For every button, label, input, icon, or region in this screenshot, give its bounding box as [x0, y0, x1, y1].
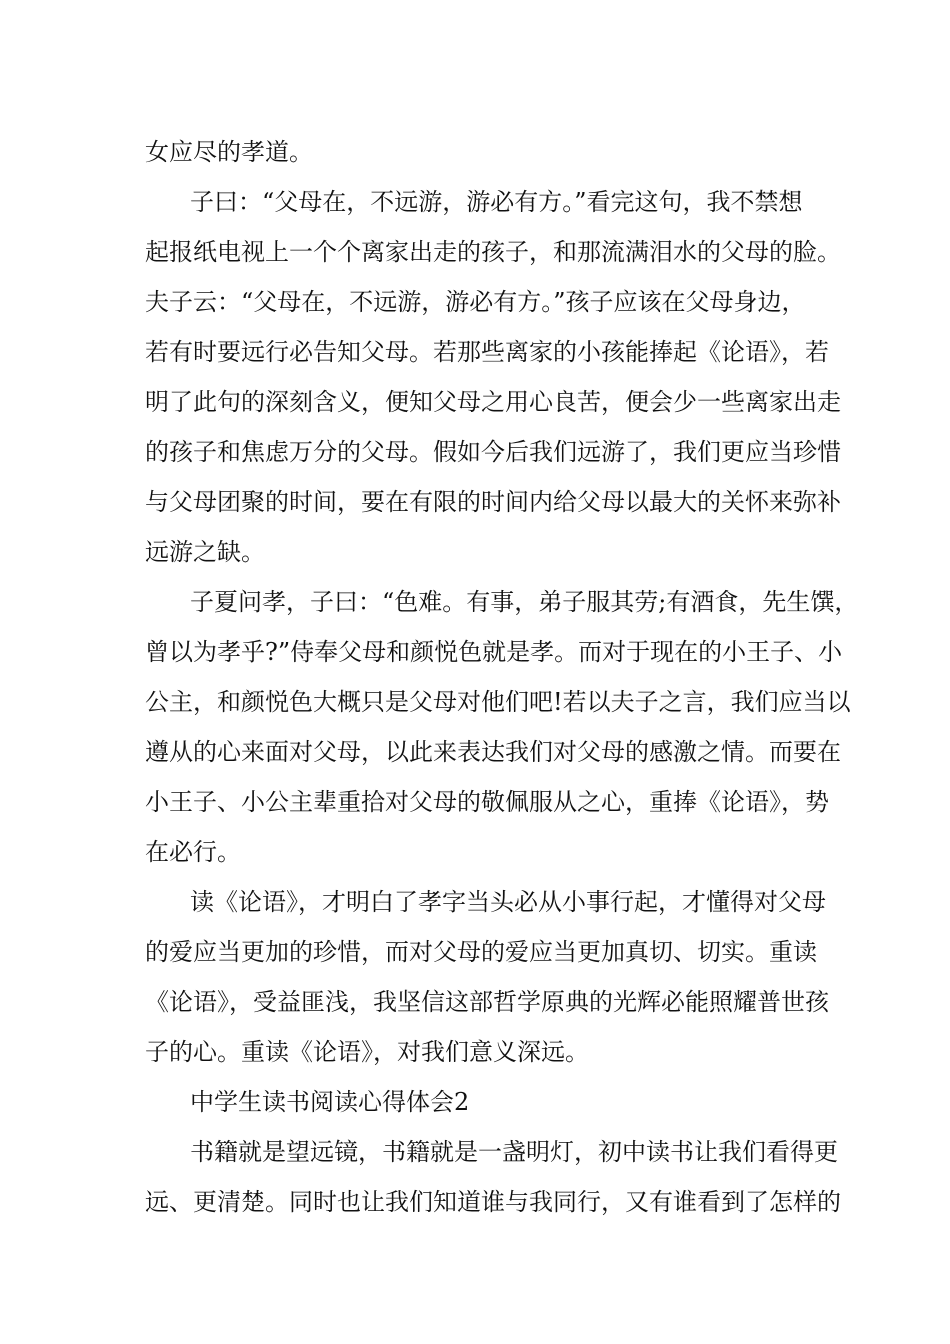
text-line-4: 夫子云：“父母在，不远游，游必有方。”孩子应该在父母身边，: [145, 288, 806, 316]
text-line-2: 子曰：“父母在，不远游，游必有方。”看完这句，我不禁想: [190, 188, 803, 216]
text-line-15: 在必行。: [145, 838, 241, 866]
text-line-13: 遵从的心来面对父母，以此来表达我们对父母的感激之情。而要在: [145, 738, 841, 766]
text-line-11: 曾以为孝乎?”侍奉父母和颜悦色就是孝。而对于现在的小王子、小: [145, 638, 843, 666]
text-line-6: 明了此句的深刻含义，便知父母之用心良苦，便会少一些离家出走: [145, 388, 841, 416]
text-line-19: 子的心。重读《论语》，对我们意义深远。: [145, 1038, 589, 1066]
text-line-22: 远、更清楚。同时也让我们知道谁与我同行，又有谁看到了怎样的: [145, 1188, 841, 1216]
text-line-8: 与父母团聚的时间，要在有限的时间内给父母以最大的关怀来弥补: [145, 488, 841, 516]
text-line-14: 小王子、小公主辈重拾对父母的敬佩服从之心，重捧《论语》，势: [145, 788, 829, 816]
text-line-16: 读《论语》，才明白了孝字当头必从小事行起，才懂得对父母: [190, 888, 826, 916]
text-line-3: 起报纸电视上一个个离家出走的孩子，和那流满泪水的父母的脸。: [145, 238, 841, 266]
text-line-7: 的孩子和焦虑万分的父母。假如今后我们远游了，我们更应当珍惜: [145, 438, 841, 466]
text-line-5: 若有时要远行必告知父母。若那些离家的小孩能捧起《论语》，若: [145, 338, 829, 366]
text-line-12: 公主，和颜悦色大概只是父母对他们吧!若以夫子之言，我们应当以: [145, 688, 851, 716]
text-line-21: 书籍就是望远镜，书籍就是一盏明灯，初中读书让我们看得更: [190, 1138, 838, 1166]
text-line-18: 《论语》，受益匪浅，我坚信这部哲学原典的光辉必能照耀普世孩: [145, 988, 829, 1016]
text-line-1: 女应尽的孝道。: [145, 138, 313, 166]
text-line-9: 远游之缺。: [145, 538, 265, 566]
text-line-10: 子夏问孝，子曰：“色难。有事，弟子服其劳;有酒食，先生馔，: [190, 588, 859, 616]
text-line-17: 的爱应当更加的珍惜，而对父母的爱应当更加真切、切实。重读: [145, 938, 817, 966]
section-heading: 中学生读书阅读心得体会2: [190, 1088, 470, 1116]
